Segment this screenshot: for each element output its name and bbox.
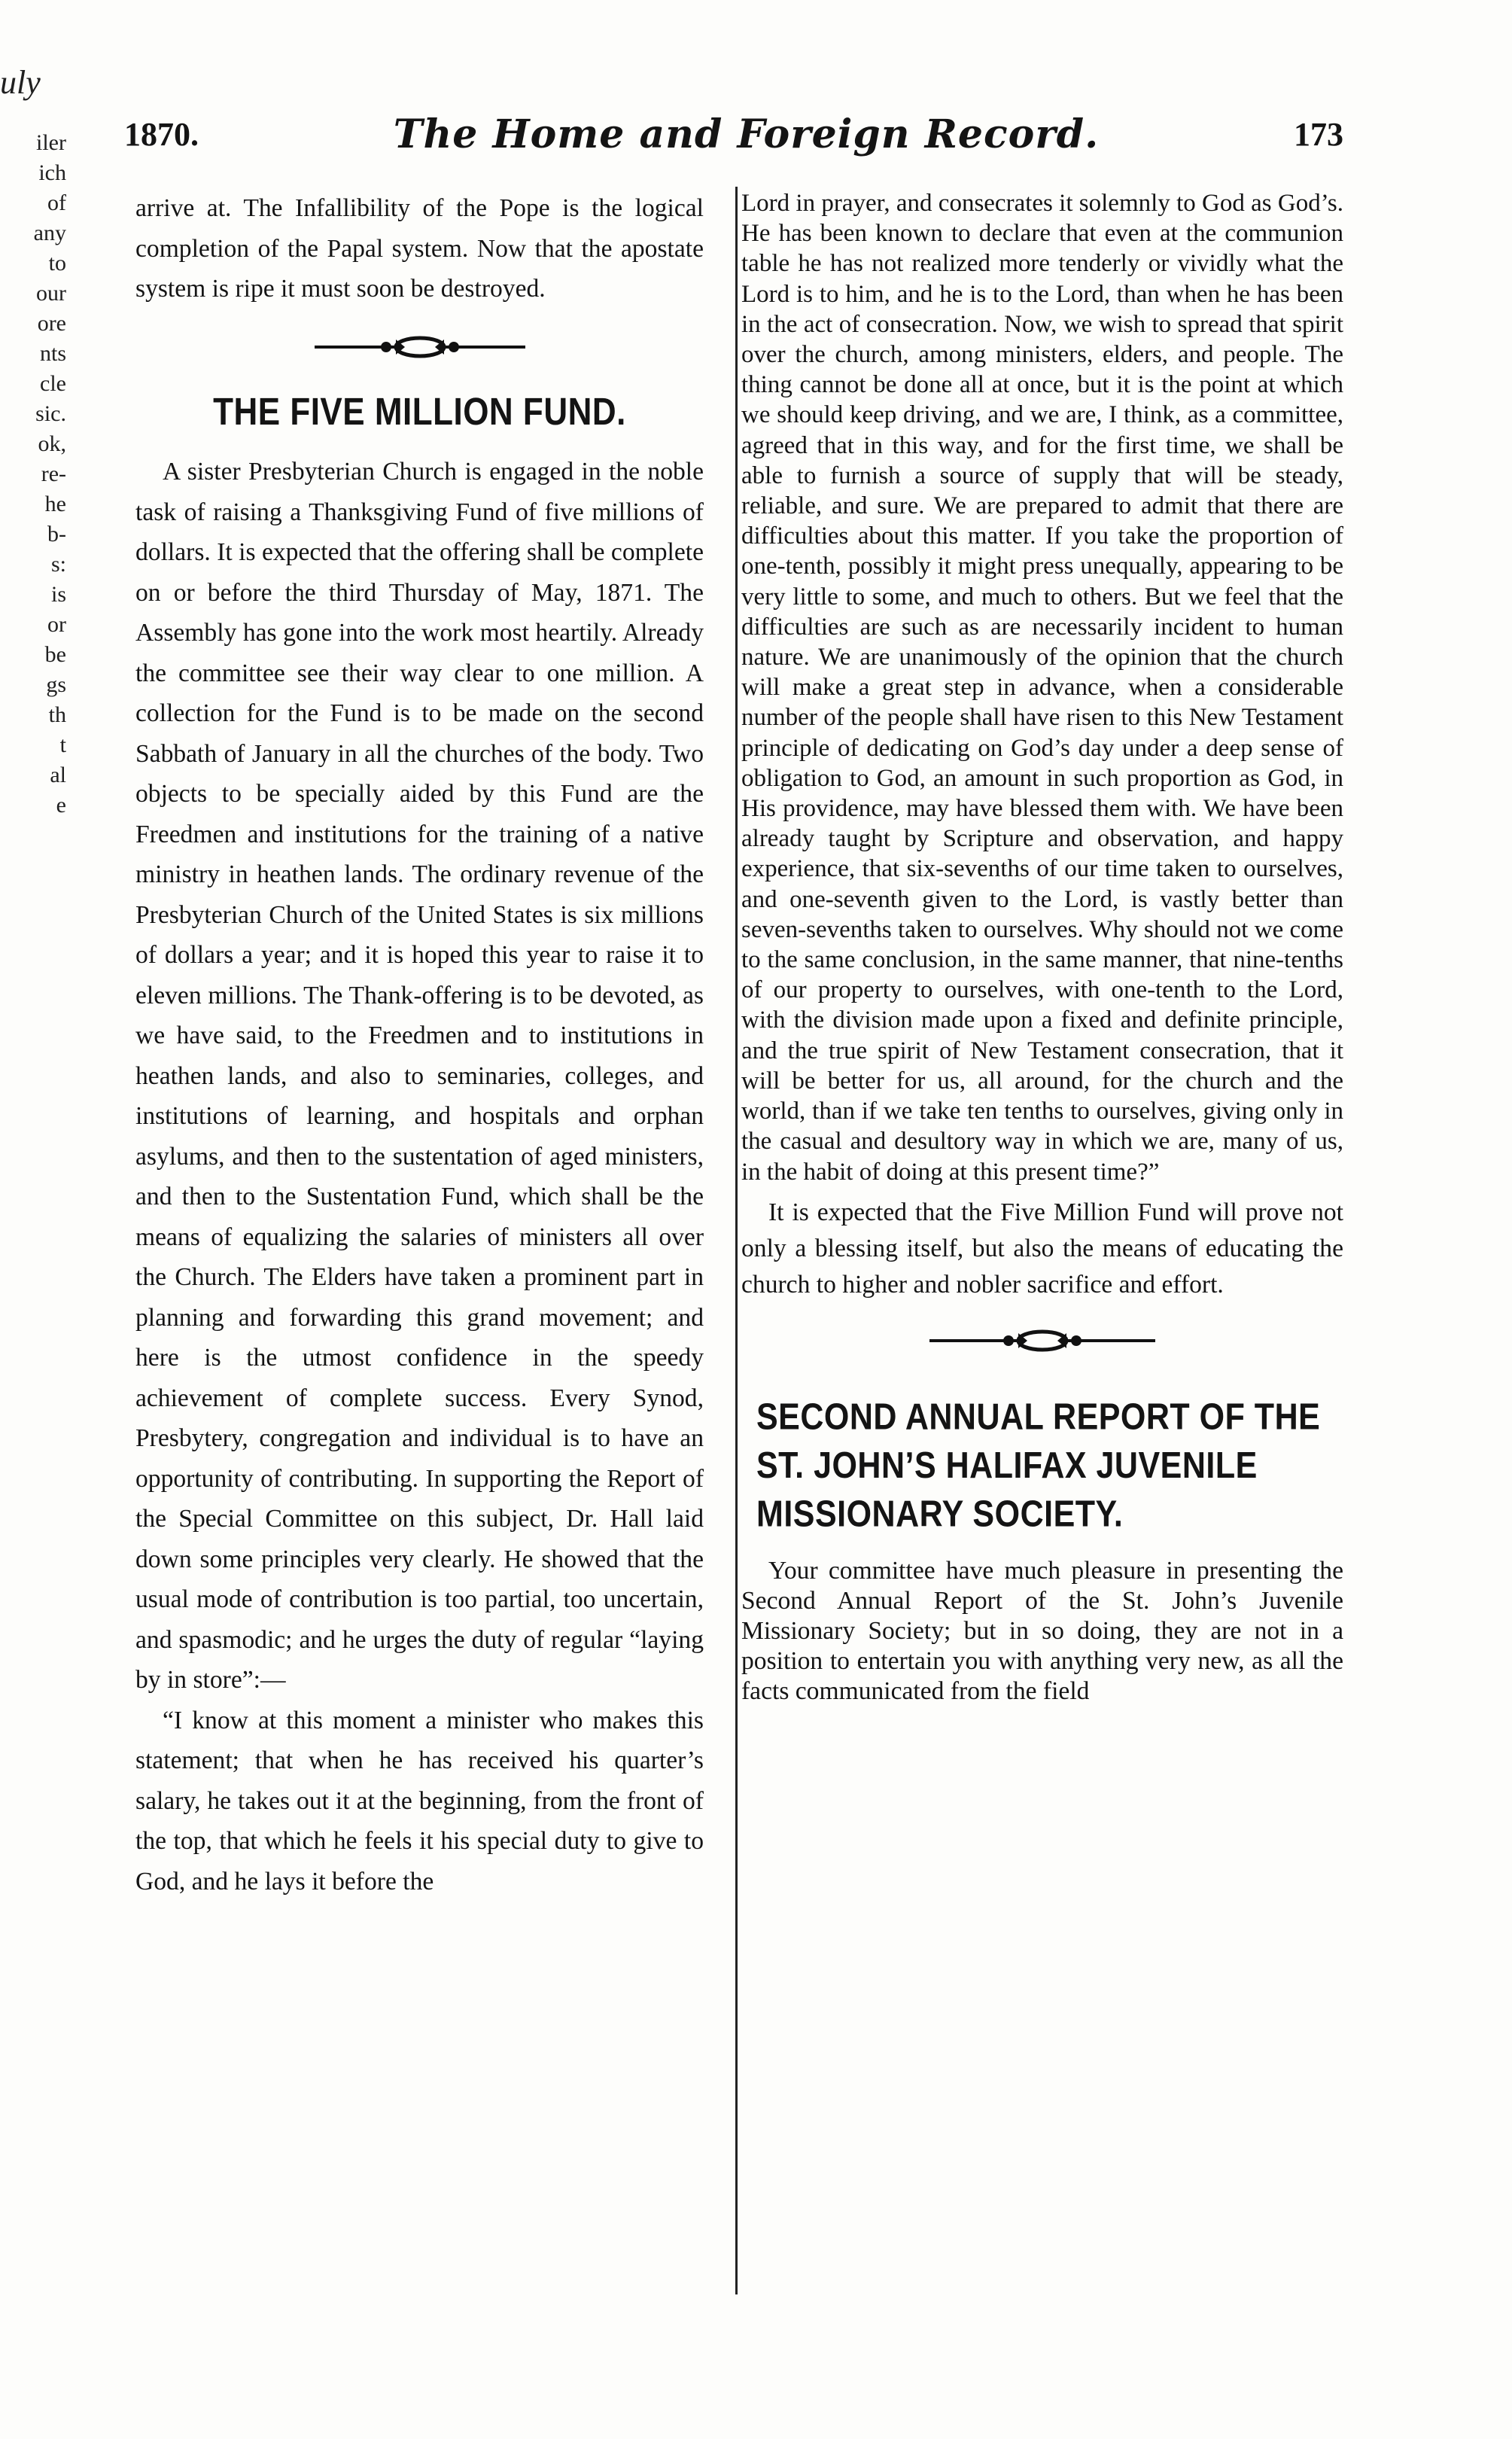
section-divider-ornament-2 (741, 1303, 1343, 1378)
ornament-flourish-icon (307, 332, 533, 362)
header-year: 1870. (124, 115, 199, 153)
margin-fragment: or (47, 612, 66, 637)
margin-fragment: of (47, 190, 66, 215)
margin-fragment: our (36, 281, 66, 306)
margin-fragment: ok, (38, 431, 66, 456)
margin-fragment: sic. (35, 401, 66, 426)
margin-corner-text: uly (0, 64, 41, 101)
margin-fragment: al (50, 763, 66, 787)
margin-fragment: s: (50, 552, 66, 577)
section-heading-juvenile-missionary-society: SECOND ANNUAL REPORT OF THE ST. JOHN’S HALIFAX JUVENILE MISSIONARY SOCIETY. (756, 1396, 1321, 1535)
left-column (135, 188, 704, 1902)
margin-fragment: ore (37, 311, 66, 336)
column-divider (735, 187, 738, 2294)
margin-fragment: re- (41, 461, 66, 486)
margin-fragment: b- (47, 522, 66, 547)
margin-fragment: t (59, 732, 66, 757)
margin-fragment: gs (46, 672, 66, 697)
margin-fragment: nts (39, 341, 66, 366)
report-opening-paragraph: Your committee have much pleasure in presenting the Second Annual Report of the St. John’s Juvenile Missionary Society; but in so doing, they are not in a position to entertain you with anything very new, as all the facts communicated from the field (741, 1556, 1343, 1705)
five-million-fund-paragraph: A sister Presbyterian Church is engaged in the noble task of raising a Thanksgiving Fund of five millions of dollars. It is expected that the offering shall be complete on or before the third Thursday of May, 1871. The Assembly has gone into the work most heartily. Already the committee see their way clear to one million. A collection for the Fund is to be made on the second Sabbath of January in all the churches of the body. Two objects to be specially aided by this Fund are the Freedmen and institutions for the training of a native ministry in heathen lands. The ordinary revenue of the Presbyterian Church of the United States is six millions of dollars a year; and it is hoped this year to raise it to eleven millions. The Thank-offering is to be devoted, as we have said, to the Freedmen and to institutions in heathen lands, and also to seminaries, colleges, and institutions of learning, and hospitals and orphan asylums, and then to the sustentation of aged ministers, and then to the Sustentation Fund, which shall be the means of equalizing the salaries of ministers all over the Church. The Elders have taken a prominent part in planning and forwarding this grand movement; and here is the utmost confidence in the speedy achievement of complete success. Every Synod, Presbytery, congregation and individual is to have an opportunity of contributing. In supporting the Report of the Special Committee on this subject, Dr. Hall laid down some principles very clearly. He showed that the usual mode of contribution is too partial, too uncertain, and spasmodic; and he urges the duty of regular “laying by in store”:— (135, 458, 704, 1694)
margin-fragment: he (44, 492, 66, 516)
margin-fragment: th (48, 702, 66, 727)
quotation-continued: Lord in prayer, and consecrates it solemnly to God as God’s. He has been known to declare that even at the communion table he has not realized more tenderly or vividly what the Lord is to him, and he is to the Lord, than when he has been in the act of consecration. Now, we wish to spread that spirit over the church, among ministers, elders, and people. The thing cannot be done all at once, but it is the point at which we should keep driving, and we are, I think, as a committee, agreed that in this way, and for the first time, we shall be able to furnish a source of supply that will be steady, reliable, and sure. We are prepared to admit that there are difficulties about this matter. If you take the proportion of one-tenth, possibly it might press unequally, appearing to be very little to some, and much to others. But we feel that the difficulties are such as are necessarily incident to human nature. We are unanimously of the opinion that the church will make a great step in advance, when a considerable number of the people shall have risen to this New Testament principle of dedicating on God’s day under a deep sense of obligation to God, an amount in such proportion as God, in His providence, may have blessed them with. We have been already taught by Scripture and observation, and happy experience, that six-sevenths of our time taken to ourselves, and one-seventh given to the Lord, is vastly better than seven-sevenths taken to ourselves. Why should not we come to the same conclusion, in the same manner, that nine-tenths of our property to ourselves, with one-tenth to the Lord, with the division made upon a fixed and definite principle, and the true spirit of New Testament consecration, that it will be better for us, all around, for the church and the world, than if we take ten tenths to ourselves, giving only in the casual and desultory way in which we are, many of us, in the habit of doing at this present time?” (741, 190, 1343, 1186)
margin-fragment: iler (36, 130, 66, 155)
margin-fragment: be (44, 642, 66, 667)
page-number: 173 (1293, 115, 1343, 153)
ornament-flourish-icon (922, 1326, 1163, 1356)
left-intro-paragraph: arrive at. The Infallibility of the Pope is the logical completion of the Papal system. Now that the apostate system is ripe it must soon be destroyed. (135, 194, 704, 303)
margin-fragment-list (0, 128, 75, 821)
margin-fragment: cle (40, 371, 66, 396)
margin-fragment: any (33, 221, 66, 245)
section-heading-five-million-fund: THE FIVE MILLION FUND. (213, 390, 626, 434)
margin-fragment: ich (38, 160, 66, 185)
quotation-start: “I know at this moment a minister who makes this statement; that when he has received his quarter’s salary, he takes out it at the beginning, from the front of the top, that which he feels it his special duty to give to God, and he lays it before the (135, 1706, 704, 1895)
publication-title: The Home and Foreign Record. (393, 111, 1100, 157)
section-divider-ornament (135, 309, 704, 385)
right-column (741, 188, 1343, 1707)
margin-fragment: to (48, 251, 66, 276)
expected-outcome-paragraph: It is expected that the Five Million Fund will prove not only a blessing itself, but also the means of educating the church to higher and nobler sacrifice and effort. (741, 1198, 1343, 1299)
running-header (124, 104, 1343, 164)
margin-fragment: e (56, 793, 66, 818)
margin-fragment: is (50, 582, 66, 607)
adjacent-page-fragment (0, 64, 75, 821)
